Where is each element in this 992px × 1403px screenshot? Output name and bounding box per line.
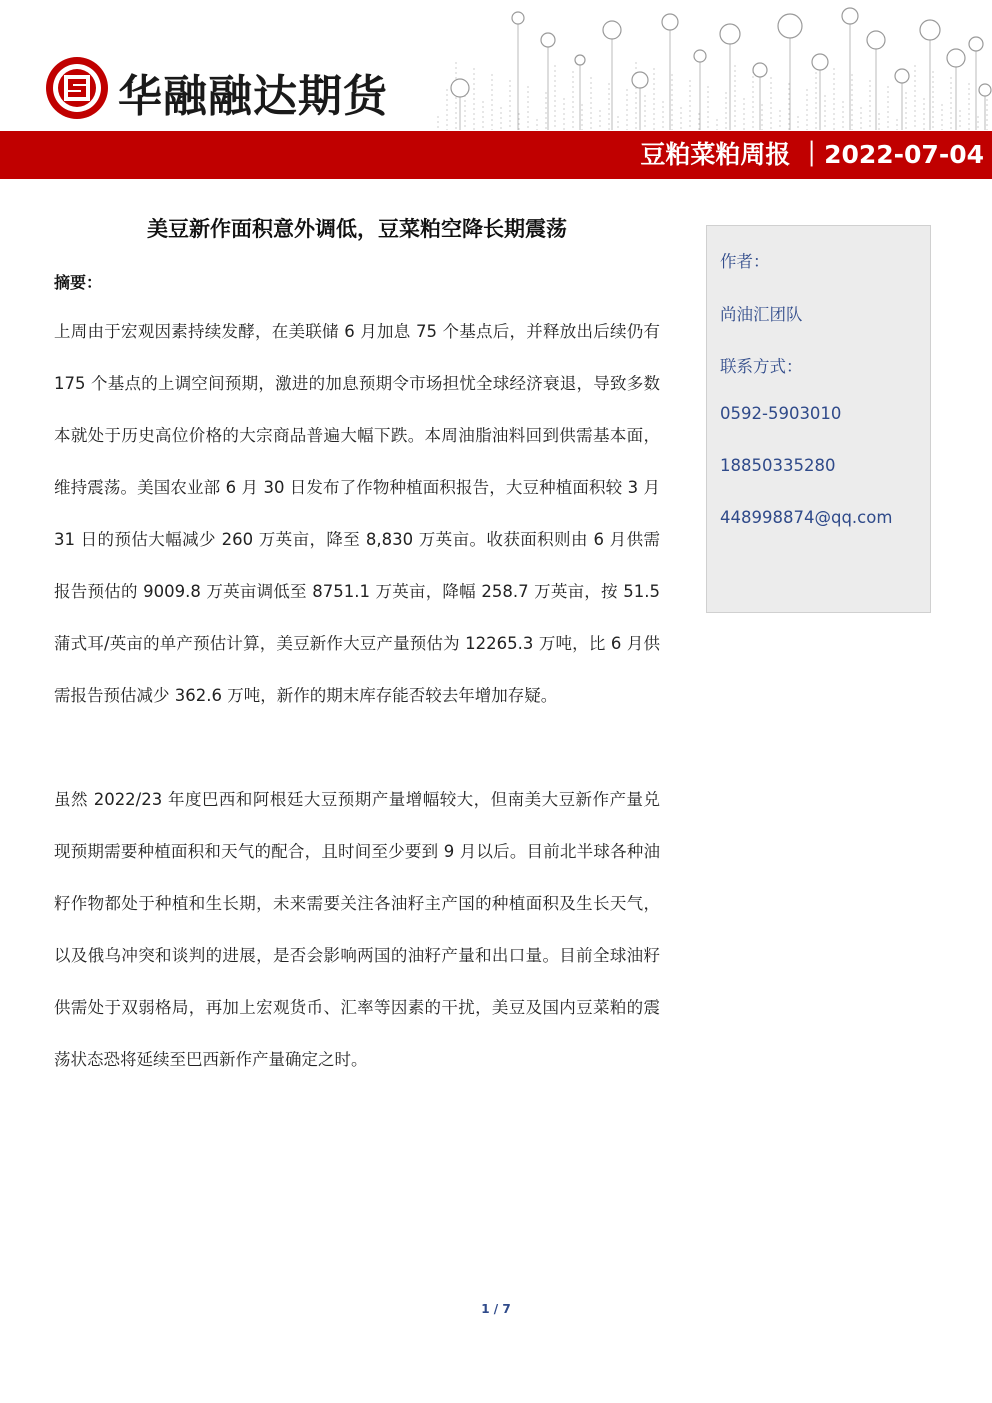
contact-label: 联系方式：	[720, 357, 803, 376]
company-logo	[44, 55, 110, 121]
abstract-paragraph-2: 虽然 2022/23 年度巴西和阿根廷大豆预期产量增幅较大，但南美大豆新作产量兑现预期需要种植面积和天气的配合，且时间至少要到 9 月以后。目前北半球各种油籽作物都处于种植和生长期，未来需要关注各油籽主产国的种植面积及生长天气，以及俄乌冲突和谈判的进展，是否会影响两国的油籽产量和出口量。目前全球油籽供需处于双弱格局，再加上宏观货币、汇率等因素的干扰，美豆及国内豆菜粕的震荡状态恐将延续至巴西新作产量确定之时。	[54, 790, 660, 1069]
abstract-paragraph-1: 上周由于宏观因素持续发酵，在美联储 6 月加息 75 个基点后，并释放出后续仍有 175 个基点的上调空间预期，激进的加息预期令市场担忧全球经济衰退，导致多数本就处于历史高位价格的大宗商品普遍大幅下跌。本周油脂油料回到供需基本面，维持震荡。美国农业部 6 月 30 日发布了作物种植面积报告，大豆种植面积较 3 月 31 日的预估大幅减少 260 万英亩，降至 8,830 万英亩。收获面积则由 6 月供需报告预估的 9009.8 万英亩调低至 8751.1 万英亩，降幅 258.7 万英亩，按 51.5 蒲式耳/英亩的单产预估计算，美豆新作大豆产量预估为 12265.3 万吨，比 6 月供需报告预估减少 362.6 万吨，新作的期末库存能否较去年增加存疑。	[54, 322, 660, 705]
email-address[interactable]: 448998874@qq.com	[720, 508, 893, 527]
article-title: 美豆新作面积意外调低，豆菜粕空降长期震荡	[147, 217, 567, 241]
phone-number-2: 18850335280	[720, 456, 836, 475]
phone-number-1: 0592-5903010	[720, 404, 842, 423]
page-header	[0, 0, 992, 180]
decorative-circle-pattern	[430, 0, 992, 132]
report-title-date: 豆粕菜粕周报 ｜2022-07-04	[640, 140, 984, 169]
abstract-label: 摘要：	[54, 273, 103, 292]
author-label: 作者：	[720, 252, 770, 271]
author-info-box	[706, 225, 931, 613]
brand-name: 华融融达期货	[118, 71, 388, 122]
page-number: 1 / 7	[481, 1302, 511, 1316]
author-name: 尚油汇团队	[720, 305, 803, 324]
